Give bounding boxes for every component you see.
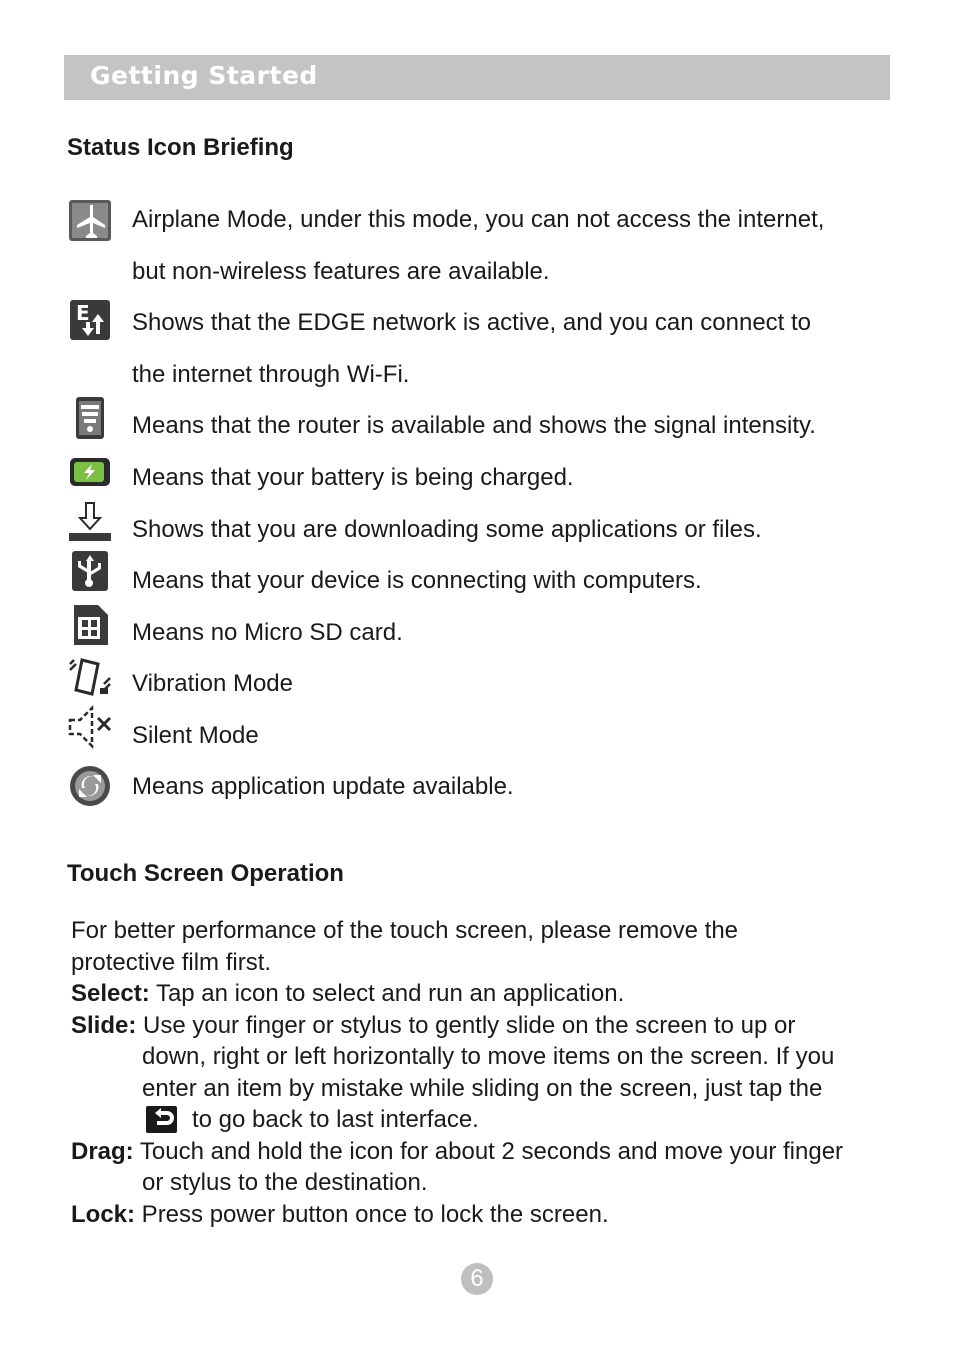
svg-text:E: E (76, 301, 90, 325)
select-label: Select: (71, 980, 150, 1007)
battery-line-1: Means that your battery is being charged. (132, 464, 574, 491)
edge-network-icon (68, 298, 114, 344)
drag-paragraph (71, 1138, 843, 1166)
intro-line-2: protective film first. (71, 949, 272, 976)
slide-line-2: down, right or left horizontally to move items on the screen. If you (142, 1043, 835, 1070)
no-sd-line-1: Means no Micro SD card. (132, 619, 403, 646)
airplane-line-2: but non-wireless features are available. (132, 258, 550, 285)
silent-line-1: Silent Mode (132, 722, 259, 749)
silent-mode-icon (68, 704, 114, 750)
update-icon (68, 764, 114, 810)
download-line-1: Shows that you are downloading some applications or files. (132, 516, 762, 543)
select-paragraph (71, 980, 624, 1008)
lock-text: Press power button once to lock the screen. (135, 1201, 609, 1228)
lock-label: Lock: (71, 1201, 136, 1228)
edge-line-1: Shows that the EDGE network is active, and you can connect to (132, 309, 812, 336)
download-icon (68, 500, 114, 546)
header-title: Getting Started (90, 61, 318, 90)
drag-label: Drag: (71, 1138, 134, 1165)
status-section-title: Status Icon Briefing (67, 134, 294, 161)
battery-charging-icon (68, 452, 114, 498)
touch-section-title: Touch Screen Operation (67, 860, 344, 887)
update-line-1: Means application update available. (132, 773, 514, 800)
page-number: 6 (461, 1263, 493, 1295)
slide-text: Use your finger or stylus to gently slide on the screen to up or (136, 1012, 796, 1039)
back-key-icon (146, 1106, 177, 1133)
no-sd-card-icon (68, 603, 114, 649)
slide-line-4: to go back to last interface. (192, 1106, 479, 1133)
section-header-bar (64, 55, 890, 100)
select-text: Tap an icon to select and run an application. (149, 980, 625, 1007)
wifi-line-1: Means that the router is available and shows the signal intensity. (132, 412, 816, 439)
lock-paragraph (71, 1201, 609, 1229)
drag-line-2: or stylus to the destination. (142, 1169, 428, 1196)
vibration-icon (68, 654, 114, 700)
airplane-icon (68, 198, 114, 244)
intro-line-1: For better performance of the touch screen, please remove the (71, 917, 739, 944)
usb-icon (68, 550, 114, 596)
edge-line-2: the internet through Wi-Fi. (132, 361, 410, 388)
slide-line-3: enter an item by mistake while sliding on the screen, just tap the (142, 1075, 823, 1102)
vibration-line-1: Vibration Mode (132, 670, 293, 697)
airplane-line-1: Airplane Mode, under this mode, you can not access the internet, (132, 206, 825, 233)
slide-paragraph (71, 1012, 795, 1040)
wifi-signal-icon (68, 396, 114, 442)
drag-text: Touch and hold the icon for about 2 seconds and move your finger (133, 1138, 844, 1165)
slide-label: Slide: (71, 1012, 137, 1039)
usb-line-1: Means that your device is connecting with computers. (132, 567, 702, 594)
